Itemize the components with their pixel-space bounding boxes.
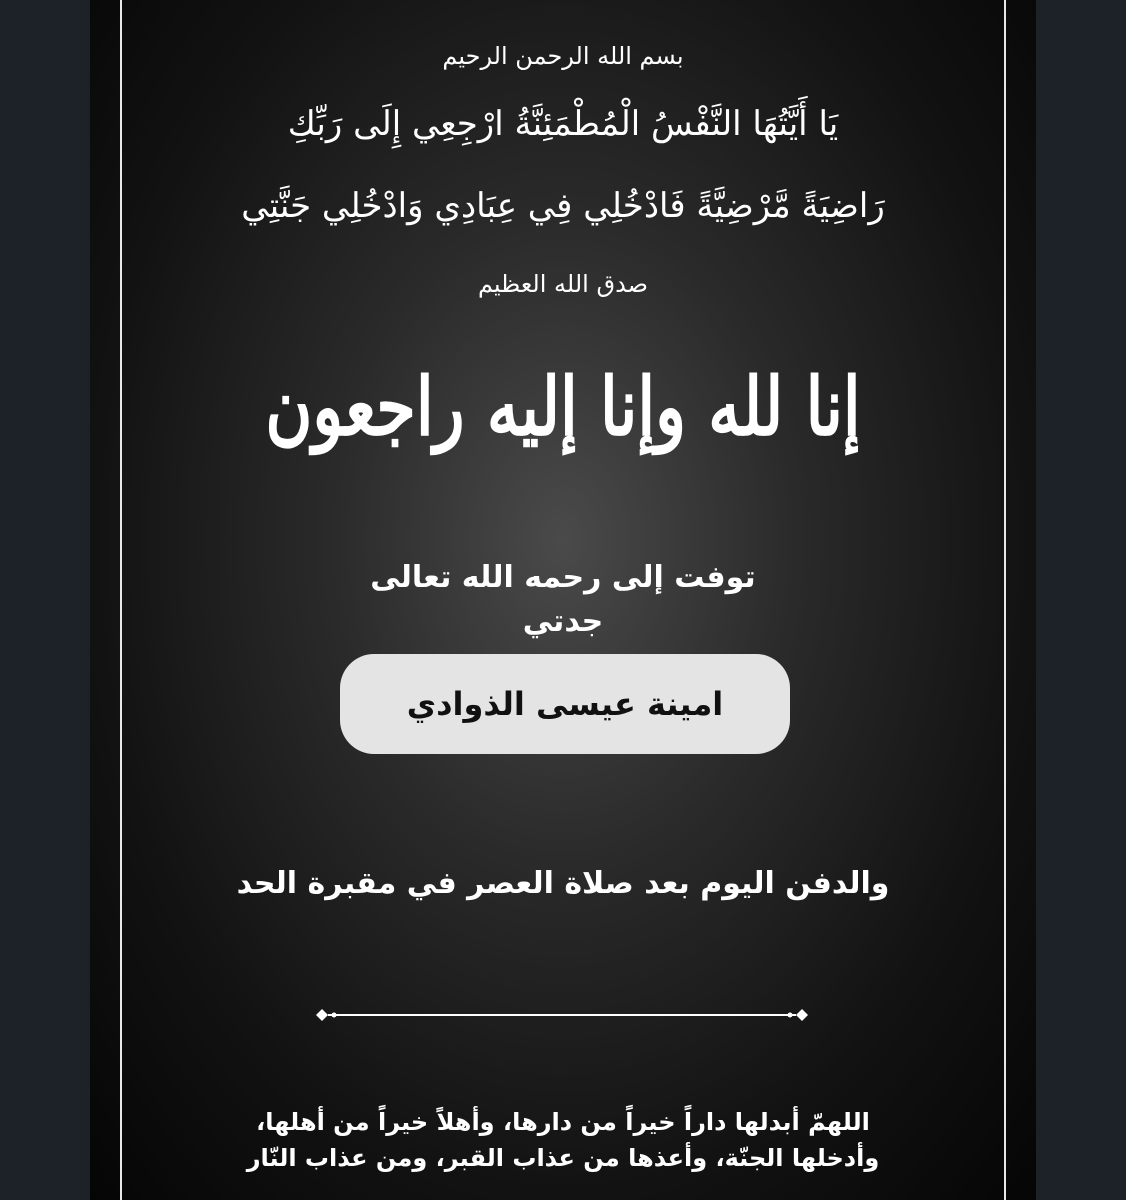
frame-line-right xyxy=(1004,0,1006,1200)
deceased-name: امينة عيسى الذوادي xyxy=(406,685,724,723)
frame-line-left xyxy=(120,0,122,1200)
name-pill xyxy=(340,654,790,754)
istirja-calligraphy: إنا لله وإنا إليه راجعون xyxy=(265,360,861,455)
ayah-line-2: رَاضِيَةً مَّرْضِيَّةً فَادْخُلِي فِي عِبَادِي وَادْخُلِي جَنَّتِي xyxy=(241,186,885,226)
dua-line-2: وأدخلها الجنّة، وأعذها من عذاب القبر، ومن عذاب النّار xyxy=(246,1144,880,1172)
burial-info: والدفن اليوم بعد صلاة العصر في مقبرة الحد xyxy=(236,866,890,901)
death-announcement: توفت إلى رحمه الله تعالى xyxy=(370,560,756,595)
left-margin xyxy=(0,0,90,1200)
ayah-line-1: يَا أَيَّتُهَا النَّفْسُ الْمُطْمَئِنَّةُ ارْجِعِي إِلَى رَبِّكِ xyxy=(287,104,839,144)
basmala: بسم الله الرحمن الرحيم xyxy=(442,42,684,70)
dua-line-1: اللهمّ أبدلها داراً خيراً من دارها، وأهلاً خيراً من أهلها، xyxy=(256,1108,870,1136)
ornament-divider xyxy=(314,1008,810,1022)
right-margin xyxy=(1036,0,1126,1200)
sadaq-text: صدق الله العظيم xyxy=(477,270,649,298)
relation-label: جدتي xyxy=(522,604,604,639)
condolence-card xyxy=(90,0,1036,1200)
